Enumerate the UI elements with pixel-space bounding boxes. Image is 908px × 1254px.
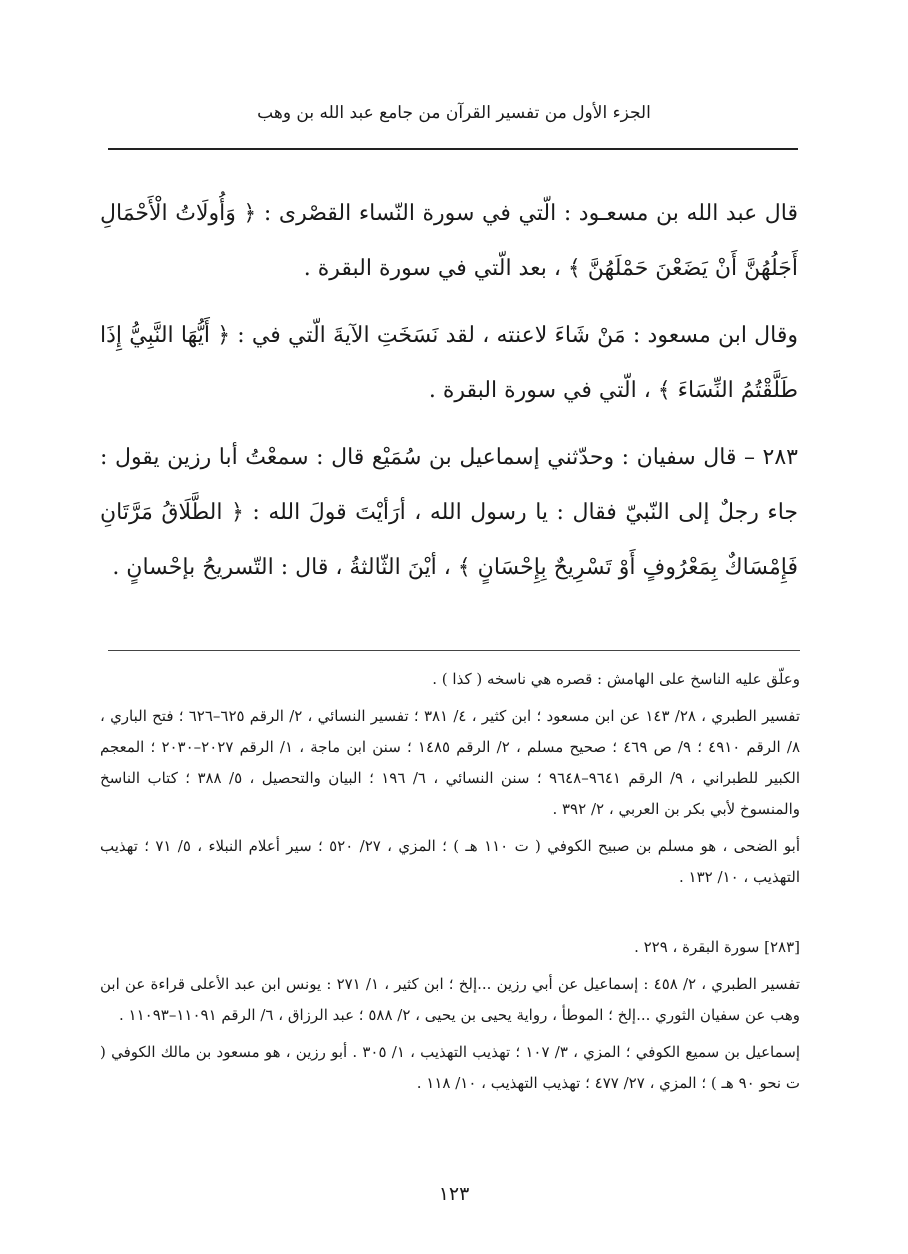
page-number: ١٢٣ bbox=[438, 1183, 470, 1205]
paragraph-1: قال عبد الله بن مسعـود : الّتي في سورة النّساء القصْرى : ﴿ وَأُولَاتُ الْأَحْمَالِ أَجَلُهُنَّ أَنْ يَضَعْنَ حَمْلَهُنَّ ﴾ ، بعد الّتي في سورة البقرة . bbox=[100, 201, 798, 281]
header-rule bbox=[108, 148, 798, 150]
footnote-separator bbox=[108, 650, 800, 651]
footnotes-block-2 bbox=[100, 932, 800, 1105]
footnote: تفسير الطبري ، ٢٨/ ١٤٣ عن ابن مسعود ؛ ابن كثير ، ٤/ ٣٨١ ؛ تفسير النسائي ، ٢/ الرقم ٦٢٥–٦٢٦ ؛ فتح الباري ، ٨/ الرقم ٤٩١٠ ؛ ٩/ ص ٤٦٩ ؛ صحيح مسلم ، ٢/ الرقم ١٤٨٥ ؛ سنن ابن ماجة ، ١/ الرقم ٢٠٢٧–٢٠٣٠ ؛ المعجم الكبير للطبراني ، ٩/ الرقم ٩٦٤١–٩٦٤٨ ؛ سنن النسائي ، ٦/ ١٩٦ ؛ البيان والتحصيل ، ٥/ ٣٨٨ ؛ كتاب الناسخ والمنسوخ لأبي بكر بن العربي ، ٢/ ٣٩٢ . bbox=[100, 707, 801, 818]
footnote: تفسير الطبري ، ٢/ ٤٥٨ : إسماعيل عن أبي رزين ...إلخ ؛ ابن كثير ، ١/ ٢٧١ : يونس ابن عبد الأعلى قراءة عن ابن وهب عن سفيان الثوري ...إلخ ؛ الموطأ ، رواية يحيى بن يحيى ، ٢/ ٥٨٨ ؛ عبد الرزاق ، ٦/ الرقم ١١٠٩١–١١٠٩٣ . bbox=[100, 975, 800, 1024]
footnote: وعلّق عليه الناسخ على الهامش : قصره هي ناسخه ( كذا ) . bbox=[432, 670, 800, 688]
paragraph-2: وقال ابن مسعود : مَنْ شَاءَ لاعنته ، لقد نَسَخَتِ الآيةَ الّتي في : ﴿ أَيُّهَا النَّبِيُّ إِذَا طَلَّقْتُمُ النِّسَاءَ ﴾ ، الّتي في سورة البقرة . bbox=[100, 323, 798, 403]
footnotes-block-1 bbox=[100, 664, 800, 899]
running-title: الجزء الأول من تفسير القرآن من جامع عبد الله بن وهب bbox=[257, 103, 651, 123]
main-text bbox=[100, 186, 798, 607]
footnote: [٢٨٣] سورة البقرة ، ٢٢٩ . bbox=[634, 938, 800, 956]
paragraph-3: ٢٨٣ – قال سفيان : وحدّثني إسماعيل بن سُمَيْع قال : سمعْتُ أبا رزين يقول : جاء رجلٌ إلى النّبيّ فقال : يا رسول الله ، أرَأيْتَ قولَ الله : ﴿ الطَّلَاقُ مَرَّتَانِ فَإِمْسَاكٌ بِمَعْرُوفٍ أَوْ تَسْرِيحٌ بِإِحْسَانٍ ﴾ ، أيْنَ الثّالثةُ ، قال : التّسريحُ بإحْسانٍ . bbox=[100, 445, 798, 580]
footnote: أبو الضحى ، هو مسلم بن صبيح الكوفي ( ت ١١٠ هـ ) ؛ المزي ، ٢٧/ ٥٢٠ ؛ سير أعلام النبلاء ، ٥/ ٧١ ؛ تهذيب التهذيب ، ١٠/ ١٣٢ . bbox=[100, 837, 801, 886]
footnote: إسماعيل بن سميع الكوفي ؛ المزي ، ٣/ ١٠٧ ؛ تهذيب التهذيب ، ١/ ٣٠٥ . أبو رزين ، هو مسعود بن مالك الكوفي ( ت نحو ٩٠ هـ ) ؛ المزي ، ٢٧/ ٤٧٧ ؛ تهذيب التهذيب ، ١٠/ ١١٨ . bbox=[100, 1043, 801, 1092]
